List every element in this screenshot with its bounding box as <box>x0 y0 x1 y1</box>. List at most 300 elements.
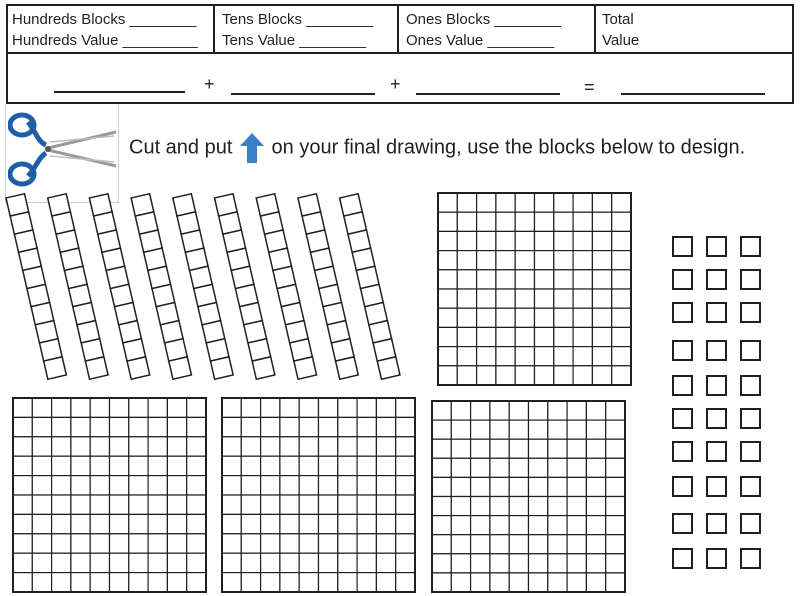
hundreds-flat-cell[interactable] <box>222 495 241 514</box>
hundreds-flat[interactable] <box>222 398 415 592</box>
hundreds-flat-cell[interactable] <box>222 514 241 533</box>
hundreds-flat-cell[interactable] <box>573 366 592 385</box>
hundreds-flat-cell[interactable] <box>586 401 605 420</box>
hundreds-flat-cell[interactable] <box>299 553 318 572</box>
hundreds-flat-cell[interactable] <box>529 401 548 420</box>
hundreds-flat-cell[interactable] <box>586 439 605 458</box>
hundreds-flat-cell[interactable] <box>457 193 476 212</box>
hundreds-flat-cell[interactable] <box>606 573 625 592</box>
hundreds-flat-cell[interactable] <box>299 534 318 553</box>
hundreds-flat-cell[interactable] <box>261 437 280 456</box>
hundreds-flat-cell[interactable] <box>529 439 548 458</box>
ones-cube[interactable] <box>673 270 692 289</box>
hundreds-flat-cell[interactable] <box>90 398 109 417</box>
hundreds-flat-cell[interactable] <box>567 401 586 420</box>
hundreds-flat-cell[interactable] <box>573 347 592 366</box>
hundreds-flat-cell[interactable] <box>129 534 148 553</box>
hundreds-flat-cell[interactable] <box>554 308 573 327</box>
ones-value-label[interactable]: Ones Value ________ <box>406 32 555 49</box>
hundreds-flat-cell[interactable] <box>261 456 280 475</box>
hundreds-flat-cell[interactable] <box>592 347 611 366</box>
hundreds-flat-cell[interactable] <box>396 456 415 475</box>
hundreds-flat-cell[interactable] <box>471 439 490 458</box>
tens-rod-cell[interactable] <box>377 357 400 379</box>
hundreds-flat-cell[interactable] <box>432 401 451 420</box>
hundreds-flat-cell[interactable] <box>471 516 490 535</box>
hundreds-flat-cell[interactable] <box>241 514 260 533</box>
hundreds-flat-cell[interactable] <box>515 308 534 327</box>
hundreds-flat-cell[interactable] <box>586 516 605 535</box>
hundreds-flat-cell[interactable] <box>515 212 534 231</box>
hundreds-flat-cell[interactable] <box>529 477 548 496</box>
hundreds-flat-cell[interactable] <box>477 308 496 327</box>
hundreds-flat-cell[interactable] <box>167 476 186 495</box>
hundreds-flat-cell[interactable] <box>280 456 299 475</box>
hundreds-flat-cell[interactable] <box>438 193 457 212</box>
hundreds-flat-cell[interactable] <box>110 437 129 456</box>
hundreds-flat-cell[interactable] <box>438 270 457 289</box>
hundreds-flat-cell[interactable] <box>396 437 415 456</box>
hundreds-flat-cell[interactable] <box>129 398 148 417</box>
hundreds-flat-cell[interactable] <box>280 476 299 495</box>
hundreds-flat[interactable] <box>13 398 206 592</box>
hundreds-flat-cell[interactable] <box>592 251 611 270</box>
ones-cube[interactable] <box>741 237 760 256</box>
hundreds-flat-cell[interactable] <box>477 212 496 231</box>
hundreds-flat-cell[interactable] <box>319 514 338 533</box>
hundreds-flat-cell[interactable] <box>110 573 129 592</box>
hundreds-flat-cell[interactable] <box>376 437 395 456</box>
hundreds-flat-cell[interactable] <box>554 327 573 346</box>
hundreds-flat-cell[interactable] <box>148 417 167 436</box>
hundreds-flat-cell[interactable] <box>567 458 586 477</box>
hundreds-flat-cell[interactable] <box>438 347 457 366</box>
hundreds-flat-cell[interactable] <box>13 534 32 553</box>
hundreds-flat-cell[interactable] <box>241 534 260 553</box>
hundreds-flat-cell[interactable] <box>515 270 534 289</box>
hundreds-flat-cell[interactable] <box>509 458 528 477</box>
hundreds-flat-cell[interactable] <box>338 437 357 456</box>
hundreds-flat-cell[interactable] <box>606 477 625 496</box>
hundreds-flat-cell[interactable] <box>280 437 299 456</box>
tens-rod-cell[interactable] <box>85 357 108 379</box>
hundreds-flat-cell[interactable] <box>535 231 554 250</box>
hundreds-flat-cell[interactable] <box>32 495 51 514</box>
hundreds-flat-cell[interactable] <box>515 251 534 270</box>
hundreds-flat-cell[interactable] <box>592 366 611 385</box>
hundreds-flat-cell[interactable] <box>357 514 376 533</box>
hundreds-flat-cell[interactable] <box>496 289 515 308</box>
hundreds-flat-cell[interactable] <box>496 347 515 366</box>
hundreds-flat-cell[interactable] <box>319 495 338 514</box>
hundreds-flat-cell[interactable] <box>71 514 90 533</box>
hundreds-flat-cell[interactable] <box>148 495 167 514</box>
hundreds-flat-cell[interactable] <box>396 514 415 533</box>
hundreds-flat-cell[interactable] <box>222 417 241 436</box>
hundreds-flat-cell[interactable] <box>13 495 32 514</box>
hundreds-flat-cell[interactable] <box>509 420 528 439</box>
ones-cube[interactable] <box>707 442 726 461</box>
hundreds-flat-cell[interactable] <box>548 516 567 535</box>
hundreds-flat-cell[interactable] <box>299 476 318 495</box>
hundreds-flat-cell[interactable] <box>490 535 509 554</box>
hundreds-flat-cell[interactable] <box>612 347 631 366</box>
hundreds-flat-cell[interactable] <box>357 437 376 456</box>
hundreds-flat-cell[interactable] <box>241 437 260 456</box>
hundreds-flat-cell[interactable] <box>187 495 206 514</box>
hundreds-flat-cell[interactable] <box>52 514 71 533</box>
hundreds-flat-cell[interactable] <box>241 398 260 417</box>
ones-cube[interactable] <box>707 549 726 568</box>
hundreds-flat-cell[interactable] <box>357 495 376 514</box>
tens-rod-cell[interactable] <box>127 357 150 379</box>
hundreds-flat-cell[interactable] <box>432 573 451 592</box>
hundreds-flat-cell[interactable] <box>592 231 611 250</box>
hundreds-flat-cell[interactable] <box>299 514 318 533</box>
tens-rod-cell[interactable] <box>169 357 192 379</box>
hundreds-flat-cell[interactable] <box>187 437 206 456</box>
hundreds-flat-cell[interactable] <box>548 477 567 496</box>
hundreds-flat-cell[interactable] <box>167 495 186 514</box>
hundreds-flat-cell[interactable] <box>515 327 534 346</box>
hundreds-flat-cell[interactable] <box>457 327 476 346</box>
hundreds-flat-cell[interactable] <box>187 534 206 553</box>
hundreds-flat-cell[interactable] <box>71 573 90 592</box>
hundreds-flat-cell[interactable] <box>612 366 631 385</box>
hundreds-flat-cell[interactable] <box>515 231 534 250</box>
hundreds-flat-cell[interactable] <box>586 554 605 573</box>
hundreds-flat-cell[interactable] <box>477 231 496 250</box>
hundreds-flat-cell[interactable] <box>241 476 260 495</box>
hundreds-flat-cell[interactable] <box>129 495 148 514</box>
hundreds-flat-cell[interactable] <box>148 456 167 475</box>
ones-cube[interactable] <box>741 376 760 395</box>
hundreds-flat-cell[interactable] <box>529 516 548 535</box>
ones-cube[interactable] <box>741 303 760 322</box>
hundreds-flat-cell[interactable] <box>129 514 148 533</box>
hundreds-flat-cell[interactable] <box>148 514 167 533</box>
hundreds-flat-cell[interactable] <box>548 401 567 420</box>
hundreds-flat-cell[interactable] <box>396 534 415 553</box>
hundreds-flat-cell[interactable] <box>471 535 490 554</box>
hundreds-flat-cell[interactable] <box>592 270 611 289</box>
hundreds-flat-cell[interactable] <box>261 476 280 495</box>
hundreds-flat-cell[interactable] <box>71 437 90 456</box>
hundreds-flat-cell[interactable] <box>187 573 206 592</box>
hundreds-flat-cell[interactable] <box>496 327 515 346</box>
hundreds-flat-cell[interactable] <box>573 327 592 346</box>
hundreds-flat-cell[interactable] <box>515 193 534 212</box>
hundreds-flat-cell[interactable] <box>13 573 32 592</box>
hundreds-flat-cell[interactable] <box>52 437 71 456</box>
hundreds-flat-cell[interactable] <box>535 251 554 270</box>
hundreds-flat-cell[interactable] <box>451 535 470 554</box>
ones-cube[interactable] <box>707 477 726 496</box>
hundreds-flat-cell[interactable] <box>490 554 509 573</box>
hundreds-flat-cell[interactable] <box>535 347 554 366</box>
hundreds-flat-cell[interactable] <box>110 456 129 475</box>
hundreds-flat-cell[interactable] <box>548 439 567 458</box>
hundreds-flat-cell[interactable] <box>471 420 490 439</box>
hundreds-flat-cell[interactable] <box>438 289 457 308</box>
ones-cube[interactable] <box>741 409 760 428</box>
hundreds-flat-cell[interactable] <box>573 251 592 270</box>
hundreds-flat-cell[interactable] <box>477 251 496 270</box>
ones-cube[interactable] <box>673 341 692 360</box>
hundreds-flat-cell[interactable] <box>32 553 51 572</box>
hundreds-flat-cell[interactable] <box>32 534 51 553</box>
hundreds-flat-cell[interactable] <box>432 439 451 458</box>
hundreds-flat-cell[interactable] <box>432 516 451 535</box>
hundreds-flat-cell[interactable] <box>432 477 451 496</box>
hundreds-flat-cell[interactable] <box>396 417 415 436</box>
hundreds-flat-cell[interactable] <box>592 308 611 327</box>
hundreds-flat-cell[interactable] <box>496 270 515 289</box>
hundreds-flat-cell[interactable] <box>496 212 515 231</box>
hundreds-flat-cell[interactable] <box>554 366 573 385</box>
hundreds-flat-cell[interactable] <box>573 231 592 250</box>
hundreds-flat-cell[interactable] <box>535 366 554 385</box>
hundreds-flat-cell[interactable] <box>357 476 376 495</box>
hundreds-flat-cell[interactable] <box>167 456 186 475</box>
hundreds-flat-cell[interactable] <box>477 289 496 308</box>
hundreds-flat-cell[interactable] <box>167 553 186 572</box>
hundreds-flat-cell[interactable] <box>71 553 90 572</box>
hundreds-flat-cell[interactable] <box>490 497 509 516</box>
ones-cube[interactable] <box>741 514 760 533</box>
ones-cube[interactable] <box>707 376 726 395</box>
hundreds-flat-cell[interactable] <box>509 516 528 535</box>
hundreds-flat-cell[interactable] <box>477 270 496 289</box>
hundreds-flat-cell[interactable] <box>357 417 376 436</box>
hundreds-flat-cell[interactable] <box>261 573 280 592</box>
hundreds-flat-cell[interactable] <box>612 193 631 212</box>
hundreds-flat-cell[interactable] <box>71 417 90 436</box>
hundreds-flat-cell[interactable] <box>573 308 592 327</box>
hundreds-flat-cell[interactable] <box>496 193 515 212</box>
hundreds-flat-cell[interactable] <box>32 456 51 475</box>
hundreds-flat-cell[interactable] <box>90 437 109 456</box>
hundreds-flat-cell[interactable] <box>222 398 241 417</box>
hundreds-flat-cell[interactable] <box>376 573 395 592</box>
hundreds-flat-cell[interactable] <box>548 420 567 439</box>
hundreds-flat-cell[interactable] <box>222 456 241 475</box>
hundreds-flat-cell[interactable] <box>187 553 206 572</box>
hundreds-flat-cell[interactable] <box>586 420 605 439</box>
hundreds-flat-cell[interactable] <box>567 477 586 496</box>
hundreds-flat-cell[interactable] <box>554 270 573 289</box>
tens-rod-cell[interactable] <box>252 357 275 379</box>
hundreds-flat-cell[interactable] <box>90 495 109 514</box>
hundreds-flat-cell[interactable] <box>592 212 611 231</box>
hundreds-flat-cell[interactable] <box>167 398 186 417</box>
hundreds-flat-cell[interactable] <box>52 456 71 475</box>
tens-rod-cell[interactable] <box>210 357 233 379</box>
tens-rod-cell[interactable] <box>44 357 67 379</box>
tens-value-label[interactable]: Tens Value ________ <box>222 32 367 49</box>
hundreds-flat-cell[interactable] <box>529 420 548 439</box>
hundreds-flat-cell[interactable] <box>451 477 470 496</box>
hundreds-flat-cell[interactable] <box>606 458 625 477</box>
hundreds-flat[interactable] <box>438 193 631 385</box>
hundreds-flat-cell[interactable] <box>496 251 515 270</box>
ones-cube[interactable] <box>741 341 760 360</box>
hundreds-flat-cell[interactable] <box>261 534 280 553</box>
hundreds-flat-cell[interactable] <box>110 553 129 572</box>
ones-cube[interactable] <box>673 549 692 568</box>
ones-cube[interactable] <box>707 237 726 256</box>
hundreds-flat-cell[interactable] <box>71 495 90 514</box>
hundreds-flat-cell[interactable] <box>280 495 299 514</box>
hundreds-flat-cell[interactable] <box>606 497 625 516</box>
hundreds-flat-cell[interactable] <box>241 495 260 514</box>
hundreds-flat-cell[interactable] <box>90 456 109 475</box>
hundreds-flat-cell[interactable] <box>110 476 129 495</box>
hundreds-flat-cell[interactable] <box>13 553 32 572</box>
hundreds-flat-cell[interactable] <box>52 534 71 553</box>
hundreds-flat-cell[interactable] <box>535 212 554 231</box>
hundreds-flat-cell[interactable] <box>167 534 186 553</box>
hundreds-flat-cell[interactable] <box>338 573 357 592</box>
hundreds-flat-cell[interactable] <box>241 573 260 592</box>
hundreds-flat-cell[interactable] <box>457 366 476 385</box>
ones-cube[interactable] <box>707 303 726 322</box>
hundreds-flat-cell[interactable] <box>477 327 496 346</box>
hundreds-flat-cell[interactable] <box>13 417 32 436</box>
hundreds-flat-cell[interactable] <box>129 456 148 475</box>
hundreds-flat-cell[interactable] <box>32 417 51 436</box>
ones-cube[interactable] <box>673 376 692 395</box>
hundreds-flat-cell[interactable] <box>396 553 415 572</box>
hundreds-flat-cell[interactable] <box>451 497 470 516</box>
hundreds-flat-cell[interactable] <box>548 535 567 554</box>
hundreds-flat-cell[interactable] <box>457 251 476 270</box>
hundreds-flat-cell[interactable] <box>357 534 376 553</box>
hundreds-flat-cell[interactable] <box>376 417 395 436</box>
hundreds-flat-cell[interactable] <box>338 514 357 533</box>
hundreds-flat-cell[interactable] <box>457 212 476 231</box>
hundreds-flat-cell[interactable] <box>535 327 554 346</box>
tens-blocks-label[interactable]: Tens Blocks ________ <box>222 11 373 28</box>
hundreds-flat-cell[interactable] <box>451 458 470 477</box>
hundreds-flat-cell[interactable] <box>451 420 470 439</box>
hundreds-flat-cell[interactable] <box>357 553 376 572</box>
hundreds-flat-cell[interactable] <box>13 437 32 456</box>
hundreds-flat-cell[interactable] <box>299 398 318 417</box>
hundreds-flat-cell[interactable] <box>129 417 148 436</box>
hundreds-flat-cell[interactable] <box>148 476 167 495</box>
hundreds-flat-cell[interactable] <box>280 417 299 436</box>
ones-cube[interactable] <box>673 514 692 533</box>
hundreds-flat-cell[interactable] <box>548 497 567 516</box>
hundreds-flat-cell[interactable] <box>261 495 280 514</box>
hundreds-flat-cell[interactable] <box>548 573 567 592</box>
hundreds-flat-cell[interactable] <box>71 456 90 475</box>
hundreds-flat-cell[interactable] <box>376 398 395 417</box>
hundreds-flat-cell[interactable] <box>148 553 167 572</box>
hundreds-flat-cell[interactable] <box>438 308 457 327</box>
hundreds-flat-cell[interactable] <box>515 289 534 308</box>
hundreds-flat-cell[interactable] <box>110 534 129 553</box>
hundreds-flat-cell[interactable] <box>612 270 631 289</box>
hundreds-flat-cell[interactable] <box>319 476 338 495</box>
hundreds-flat-cell[interactable] <box>438 231 457 250</box>
hundreds-flat-cell[interactable] <box>438 212 457 231</box>
ones-cube[interactable] <box>741 442 760 461</box>
hundreds-flat-cell[interactable] <box>586 458 605 477</box>
hundreds-flat-cell[interactable] <box>52 398 71 417</box>
hundreds-flat-cell[interactable] <box>457 289 476 308</box>
hundreds-flat-cell[interactable] <box>299 437 318 456</box>
hundreds-flat-cell[interactable] <box>90 417 109 436</box>
hundreds-flat-cell[interactable] <box>129 553 148 572</box>
hundreds-flat-cell[interactable] <box>52 573 71 592</box>
hundreds-flat-cell[interactable] <box>509 573 528 592</box>
ones-cube[interactable] <box>707 341 726 360</box>
hundreds-flat-cell[interactable] <box>71 534 90 553</box>
hundreds-flat-cell[interactable] <box>71 476 90 495</box>
hundreds-flat-cell[interactable] <box>167 573 186 592</box>
hundreds-flat-cell[interactable] <box>606 420 625 439</box>
hundreds-flat-cell[interactable] <box>241 553 260 572</box>
hundreds-flat-cell[interactable] <box>148 573 167 592</box>
hundreds-flat-cell[interactable] <box>490 477 509 496</box>
ones-cube[interactable] <box>707 409 726 428</box>
hundreds-flat-cell[interactable] <box>376 476 395 495</box>
hundreds-flat-cell[interactable] <box>357 456 376 475</box>
hundreds-flat-cell[interactable] <box>129 476 148 495</box>
hundreds-flat-cell[interactable] <box>509 554 528 573</box>
hundreds-flat-cell[interactable] <box>338 456 357 475</box>
hundreds-flat-cell[interactable] <box>535 270 554 289</box>
hundreds-flat-cell[interactable] <box>376 553 395 572</box>
hundreds-flat-cell[interactable] <box>529 554 548 573</box>
hundreds-flat-cell[interactable] <box>612 231 631 250</box>
hundreds-flat-cell[interactable] <box>396 573 415 592</box>
hundreds-flat-cell[interactable] <box>535 193 554 212</box>
hundreds-flat-cell[interactable] <box>567 535 586 554</box>
hundreds-flat-cell[interactable] <box>90 534 109 553</box>
hundreds-flat-cell[interactable] <box>222 553 241 572</box>
hundreds-flat-cell[interactable] <box>432 535 451 554</box>
hundreds-flat-cell[interactable] <box>338 553 357 572</box>
ones-cube[interactable] <box>741 549 760 568</box>
hundreds-flat-cell[interactable] <box>90 573 109 592</box>
hundreds-flat-cell[interactable] <box>509 439 528 458</box>
ones-cube[interactable] <box>673 237 692 256</box>
ones-blocks-label[interactable]: Ones Blocks ________ <box>406 11 562 28</box>
hundreds-flat-cell[interactable] <box>319 553 338 572</box>
hundreds-flat-cell[interactable] <box>299 456 318 475</box>
ones-cube[interactable] <box>673 442 692 461</box>
hundreds-flat-cell[interactable] <box>471 401 490 420</box>
hundreds-flat-cell[interactable] <box>451 516 470 535</box>
hundreds-flat-cell[interactable] <box>13 398 32 417</box>
hundreds-flat-cell[interactable] <box>222 573 241 592</box>
hundreds-flat-cell[interactable] <box>509 401 528 420</box>
ones-cube[interactable] <box>741 477 760 496</box>
hundreds-flat-cell[interactable] <box>457 231 476 250</box>
hundreds-flat-cell[interactable] <box>477 193 496 212</box>
hundreds-flat-cell[interactable] <box>187 456 206 475</box>
hundreds-flat-cell[interactable] <box>567 554 586 573</box>
hundreds-flat-cell[interactable] <box>187 514 206 533</box>
hundreds-flat-cell[interactable] <box>432 458 451 477</box>
hundreds-flat-cell[interactable] <box>567 516 586 535</box>
hundreds-flat-cell[interactable] <box>280 553 299 572</box>
hundreds-flat-cell[interactable] <box>477 366 496 385</box>
hundreds-flat-cell[interactable] <box>612 212 631 231</box>
